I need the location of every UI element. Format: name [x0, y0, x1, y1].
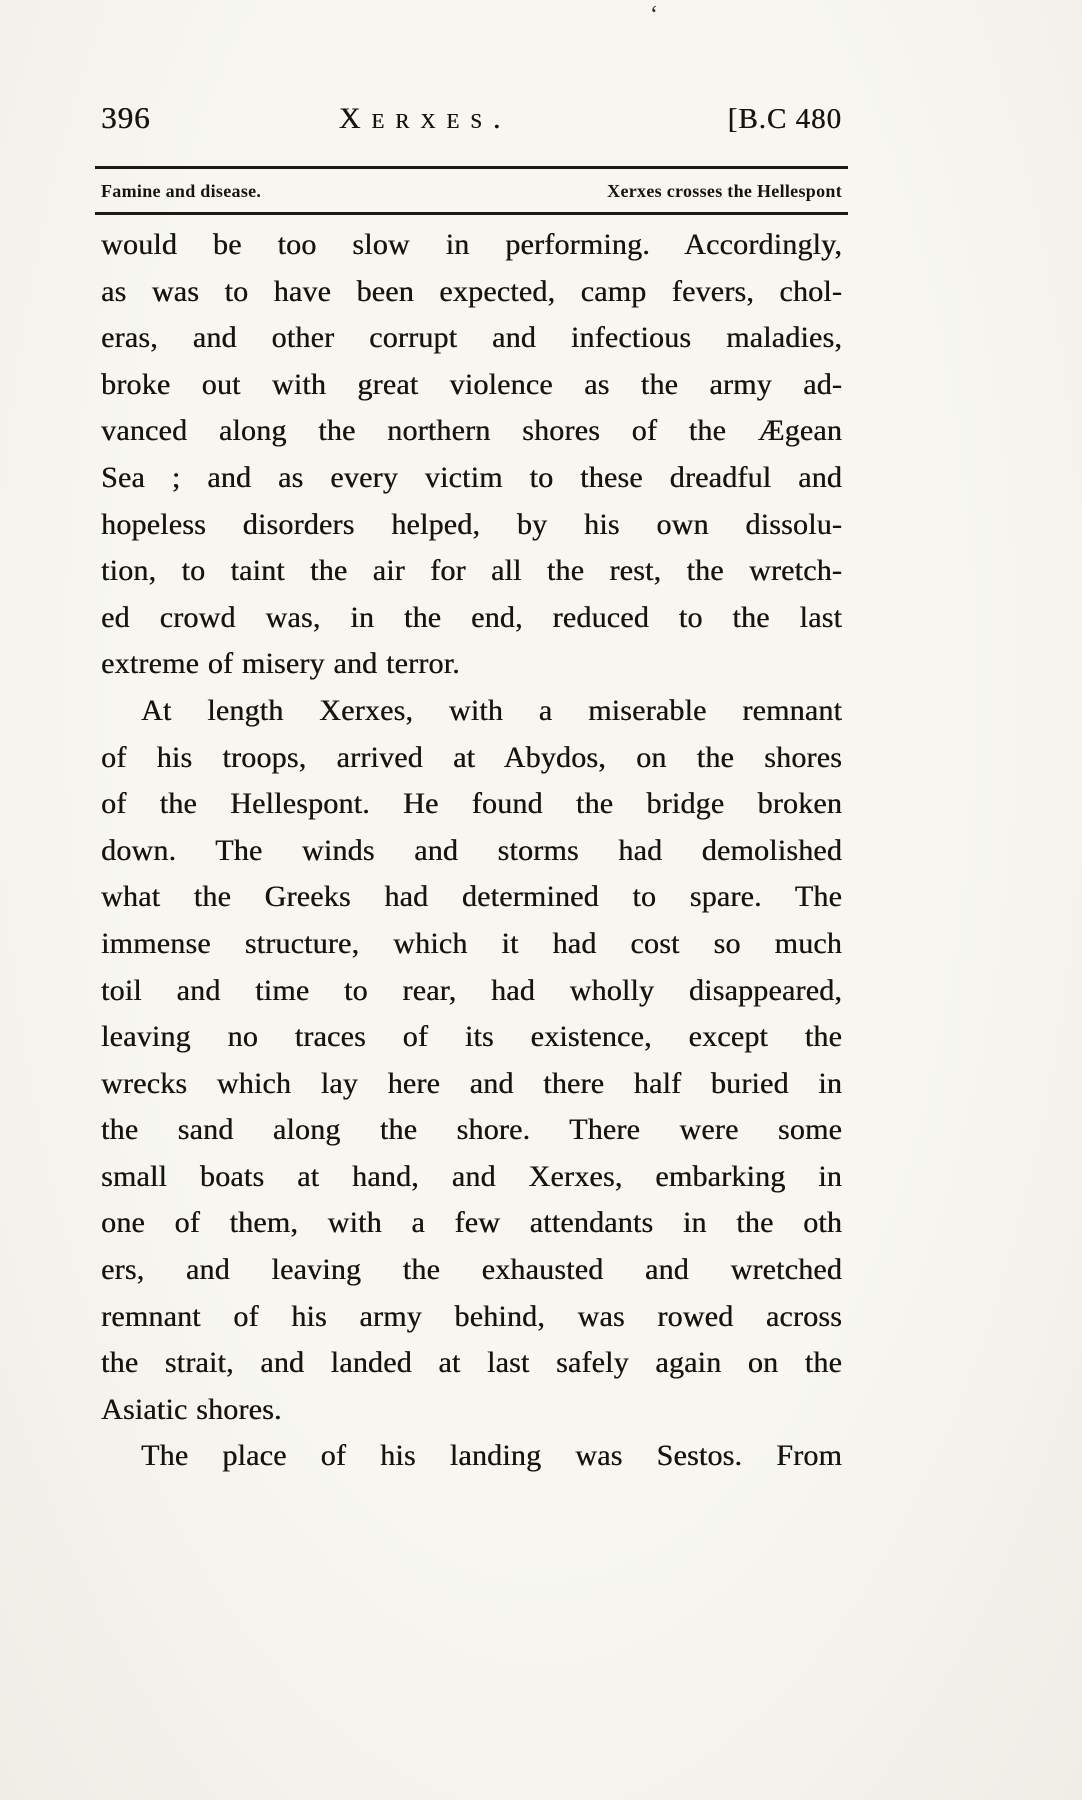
- body-line: would be too slow in performing. Accordingly,: [101, 228, 842, 261]
- body-line: The place of his landing was Sestos. From: [141, 1439, 842, 1473]
- body-line: leaving no traces of its existence, except the: [101, 1020, 842, 1054]
- body-line: extreme of misery and terror.: [101, 647, 460, 681]
- body-line: one of them, with a few attendants in the oth: [101, 1206, 842, 1240]
- page-title: Xerxes.: [338, 102, 512, 135]
- page-header: [101, 100, 842, 136]
- header-date: [B.C 480: [727, 103, 842, 135]
- running-head-rule: [95, 212, 848, 215]
- body-line: Sea ; and as every victim to these dreadful and: [101, 460, 842, 494]
- body-line: as was to have been expected, camp fevers, chol-: [101, 274, 842, 308]
- running-head-left: Famine and disease.: [101, 181, 262, 201]
- body-line: of his troops, arrived at Abydos, on the shores: [101, 740, 842, 774]
- body-line: At length Xerxes, with a miserable remnant: [141, 693, 842, 727]
- body-line: wrecks which lay here and there half buried in: [101, 1066, 842, 1100]
- body-line: ed crowd was, in the end, reduced to the last: [101, 600, 842, 634]
- body-line: toil and time to rear, had wholly disappeared,: [101, 973, 842, 1007]
- body-line: down. The winds and storms had demolished: [101, 833, 842, 867]
- body-line: small boats at hand, and Xerxes, embarking in: [101, 1159, 842, 1193]
- body-text: [101, 222, 842, 1480]
- body-line: eras, and other corrupt and infectious maladies,: [101, 321, 842, 355]
- page-number: 396: [101, 100, 151, 135]
- body-line: of the Hellespont. He found the bridge broken: [101, 787, 842, 821]
- body-line: what the Greeks had determined to spare. The: [101, 880, 842, 914]
- body-line: immense structure, which it had cost so much: [101, 926, 842, 960]
- body-line: remnant of his army behind, was rowed across: [101, 1299, 842, 1333]
- body-line: Asiatic shores.: [101, 1392, 282, 1426]
- body-line: tion, to taint the air for all the rest, the wretch-: [101, 554, 842, 588]
- body-line: vanced along the northern shores of the Ægean: [101, 414, 842, 448]
- body-line: hopeless disorders helped, by his own dissolu-: [101, 507, 842, 541]
- body-line: the sand along the shore. There were some: [101, 1113, 842, 1147]
- body-line: broke out with great violence as the army ad-: [101, 367, 842, 401]
- running-head-right: Xerxes crosses the Hellespont: [607, 181, 842, 201]
- body-line: ers, and leaving the exhausted and wretched: [101, 1253, 842, 1287]
- running-heads: [101, 181, 842, 202]
- body-line: the strait, and landed at last safely again on the: [101, 1346, 842, 1380]
- header-rule: [95, 166, 848, 169]
- scan-artifact: ʻ: [650, 2, 658, 28]
